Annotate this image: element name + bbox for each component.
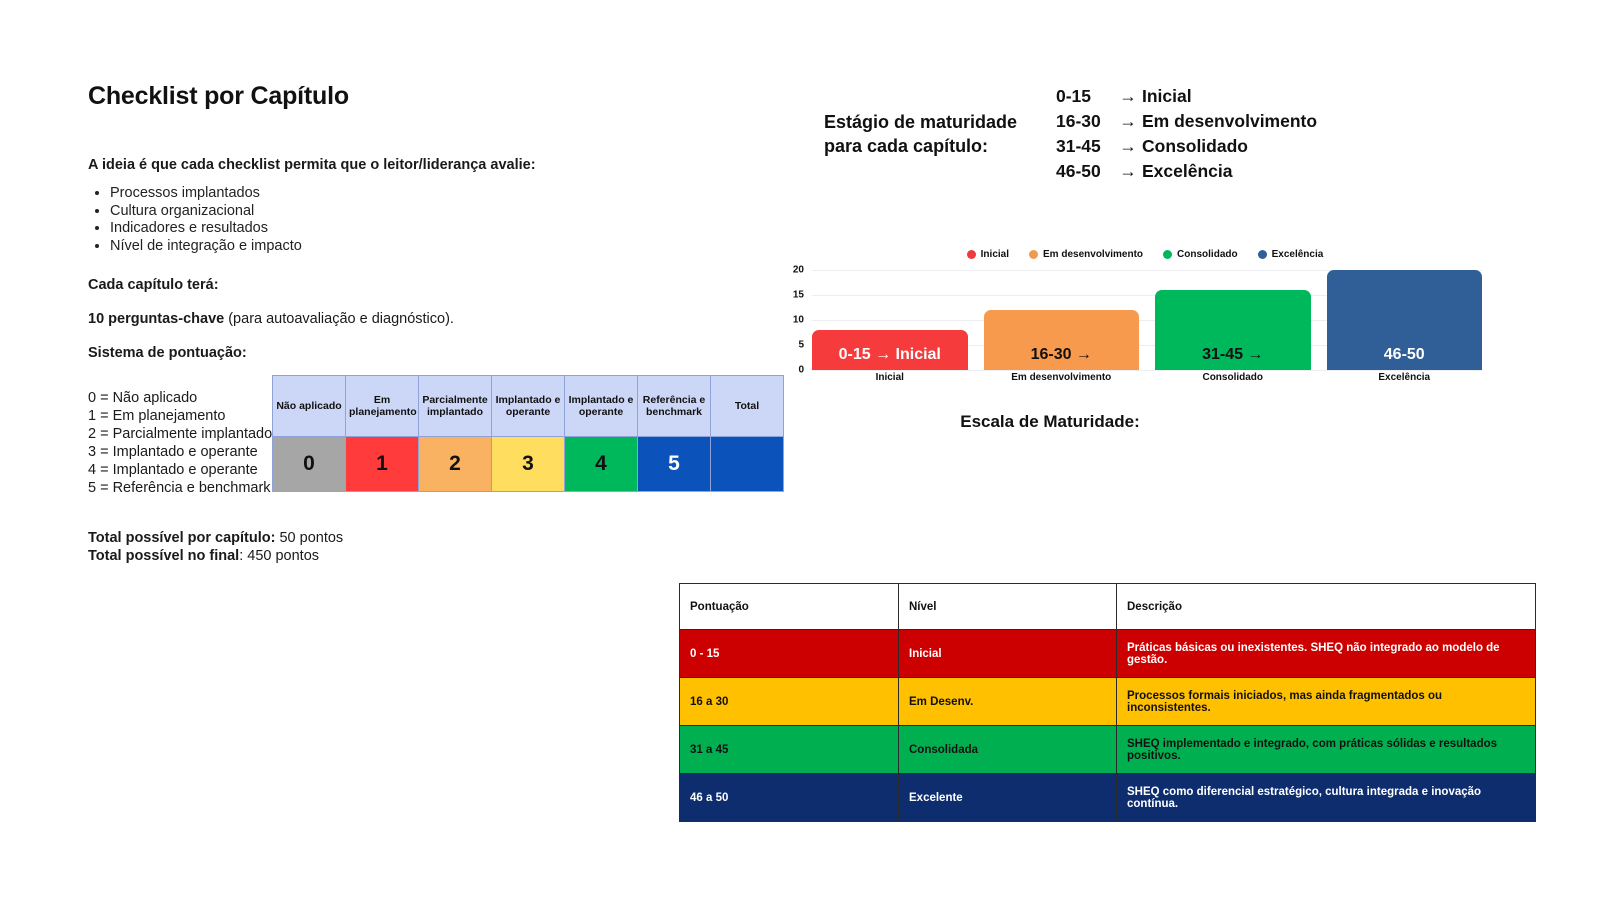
range-score: 46-50: [1056, 161, 1101, 181]
total-final-label: Total possível no final: [88, 548, 240, 564]
arrow-right-icon: →: [1119, 111, 1137, 131]
page-title: Checklist por Capítulo: [88, 82, 349, 110]
cell-nivel: Excelente: [899, 774, 1117, 822]
cell-descricao: SHEQ implementado e integrado, com práticas sólidas e resultados positivos.: [1117, 726, 1536, 774]
x-tick-label: Excelência: [1378, 372, 1431, 383]
scoring-header-cell: Não aplicado: [273, 376, 346, 437]
chart-bar[interactable]: [1327, 270, 1483, 370]
score-legend-item: 4 = Implantado e operante: [88, 462, 258, 478]
scoring-value-cell: 0: [273, 437, 346, 492]
scoring-value-cell: 4: [565, 437, 638, 492]
scoring-header-cell: Implantado e operante: [492, 376, 565, 437]
score-legend-item: 0 = Não aplicado: [88, 390, 198, 406]
range-score: 31-45: [1056, 136, 1101, 156]
legend-item-em-desenvolvimento[interactable]: [1029, 249, 1143, 260]
chapter-note-text: Cada capítulo terá:: [88, 277, 219, 293]
cell-nivel: Inicial: [899, 630, 1117, 678]
scoring-header-cell-total: Total: [711, 376, 784, 437]
y-tick-label: 20: [792, 264, 804, 276]
maturity-levels-table: [679, 583, 1536, 822]
table-header-row: [680, 584, 1536, 630]
legend-item-excelencia[interactable]: [1258, 249, 1324, 260]
x-tick-label: Em desenvolvimento: [1011, 372, 1112, 383]
arrow-right-icon: →: [1119, 161, 1137, 181]
chart-bar-label: 31-45 →: [1202, 346, 1264, 363]
chart-bar-label: 16-30 →: [1030, 346, 1092, 363]
legend-color-dot-icon: [1029, 250, 1038, 259]
questions-count: 10 perguntas-chave: [88, 311, 225, 327]
scoring-value-cell: 2: [419, 437, 492, 492]
table-row: [680, 630, 1536, 678]
cell-pontuacao: 16 a 30: [680, 678, 899, 726]
maturity-range-row: [1056, 109, 1317, 134]
total-per-chapter: [88, 529, 728, 547]
legend-color-dot-icon: [967, 250, 976, 259]
chart-gridline: [812, 370, 1482, 371]
chart-plot-area: [780, 264, 1510, 383]
chart-x-axis: [812, 372, 1482, 383]
scoring-value-cell: 1: [346, 437, 419, 492]
list-item: • Nível de integração e impacto: [110, 238, 728, 256]
totals-block: [88, 529, 728, 565]
chart-bar-group[interactable]: [812, 270, 968, 370]
chart-legend: [780, 244, 1510, 264]
maturity-stage-label: Estágio de maturidade para cada capítulo:: [824, 112, 1018, 156]
questions-detail: (para autoavaliação e diagnóstico).: [224, 311, 454, 327]
cell-nivel: Em Desenv.: [899, 678, 1117, 726]
arrow-right-icon: →: [1119, 86, 1137, 106]
column-header-nivel: Nível: [899, 584, 1117, 630]
questions-text: [88, 311, 728, 327]
table-row: [680, 678, 1536, 726]
total-per-chapter-value: 50 pontos: [275, 530, 344, 546]
chart-bars-container: [812, 270, 1482, 370]
range-score: 0-15: [1056, 86, 1092, 106]
cell-pontuacao: 31 a 45: [680, 726, 899, 774]
cell-descricao: Práticas básicas ou inexistentes. SHEQ não integrado ao modelo de gestão.: [1117, 630, 1536, 678]
cell-pontuacao: 46 a 50: [680, 774, 899, 822]
total-final-value: : 450 pontos: [239, 548, 320, 564]
y-tick-label: 5: [798, 339, 804, 351]
total-final: [88, 547, 728, 565]
left-content-column: [88, 82, 760, 565]
cell-pontuacao: 0 - 15: [680, 630, 899, 678]
scoring-header-cell: Parcialmente implantado: [419, 376, 492, 437]
cell-descricao: Processos formais iniciados, mas ainda fragmentados ou inconsistentes.: [1117, 678, 1536, 726]
range-name: Em desenvolvimento: [1142, 111, 1318, 131]
intro-lead-text: A ideia é que cada checklist permita que o leitor/liderança avalie:: [88, 157, 536, 173]
list-item: • Cultura organizacional: [110, 203, 728, 221]
chart-bar-group[interactable]: [984, 270, 1140, 370]
scoring-header-cell: Referência e benchmark: [638, 376, 711, 437]
list-item: • Processos implantados: [110, 185, 728, 203]
total-per-chapter-label: Total possível por capítulo:: [88, 530, 276, 546]
legend-color-dot-icon: [1258, 250, 1267, 259]
legend-item-consolidado[interactable]: [1163, 249, 1238, 260]
scoring-header-cell: Implantado e operante: [565, 376, 638, 437]
list-item: • Indicadores e resultados: [110, 220, 728, 238]
maturity-range-list: [1056, 84, 1317, 184]
score-legend-item: 5 = Referência e benchmark: [88, 480, 271, 496]
chart-bar-label: 46-50: [1383, 346, 1425, 363]
table-row: [680, 726, 1536, 774]
table-row: [680, 774, 1536, 822]
x-tick-label: Inicial: [875, 372, 904, 383]
maturity-bar-chart: [780, 244, 1510, 396]
score-legend-item: 2 = Parcialmente implantado: [88, 426, 273, 442]
legend-color-dot-icon: [1163, 250, 1172, 259]
scoring-total-cell[interactable]: [711, 437, 784, 492]
maturity-range-row: [1056, 159, 1317, 184]
chart-bar[interactable]: [812, 330, 968, 370]
maturity-range-row: [1056, 134, 1317, 159]
legend-label: Excelência: [1271, 248, 1324, 260]
cell-descricao: SHEQ como diferencial estratégico, cultura integrada e inovação contínua.: [1117, 774, 1536, 822]
scoring-value-cell: 3: [492, 437, 565, 492]
chart-bar-group[interactable]: [1327, 270, 1483, 370]
scoring-header-cell: Em planejamento: [346, 376, 419, 437]
legend-label: Consolidado: [1177, 248, 1238, 260]
score-legend-item: 1 = Em planejamento: [88, 408, 226, 424]
range-name: Inicial: [1142, 86, 1192, 106]
column-header-descricao: Descrição: [1117, 584, 1536, 630]
y-tick-label: 15: [792, 289, 804, 301]
legend-label: Em desenvolvimento: [1043, 248, 1144, 260]
chart-bar[interactable]: [1155, 290, 1311, 370]
maturity-scale-caption: Escala de Maturidade:: [960, 412, 1140, 431]
scoring-system-title: Sistema de pontuação:: [88, 345, 247, 361]
chart-bar-label: 0-15 → Inicial: [838, 346, 941, 363]
arrow-right-icon: →: [1119, 136, 1137, 156]
chart-bar-group[interactable]: [1155, 270, 1311, 370]
scoring-table-header-row: [273, 376, 784, 437]
range-name: Excelência: [1142, 161, 1233, 181]
column-header-pontuacao: Pontuação: [680, 584, 899, 630]
scoring-value-cell: 5: [638, 437, 711, 492]
chart-bar[interactable]: [984, 310, 1140, 370]
scoring-section: [88, 379, 760, 507]
maturity-stage-block: [824, 84, 1317, 184]
legend-item-inicial[interactable]: [967, 249, 1009, 260]
x-tick-label: Consolidado: [1202, 372, 1264, 383]
cell-nivel: Consolidada: [899, 726, 1117, 774]
legend-label: Inicial: [980, 248, 1010, 260]
scoring-table: [272, 375, 784, 492]
chart-y-axis: [780, 264, 808, 376]
score-legend-item: 3 = Implantado e operante: [88, 444, 258, 460]
range-score: 16-30: [1056, 111, 1101, 131]
y-tick-label: 10: [792, 314, 804, 326]
scoring-table-value-row: [273, 437, 784, 492]
criteria-list: [88, 185, 728, 255]
y-tick-label: 0: [798, 364, 804, 376]
range-name: Consolidado: [1142, 136, 1248, 156]
maturity-range-row: [1056, 84, 1317, 109]
